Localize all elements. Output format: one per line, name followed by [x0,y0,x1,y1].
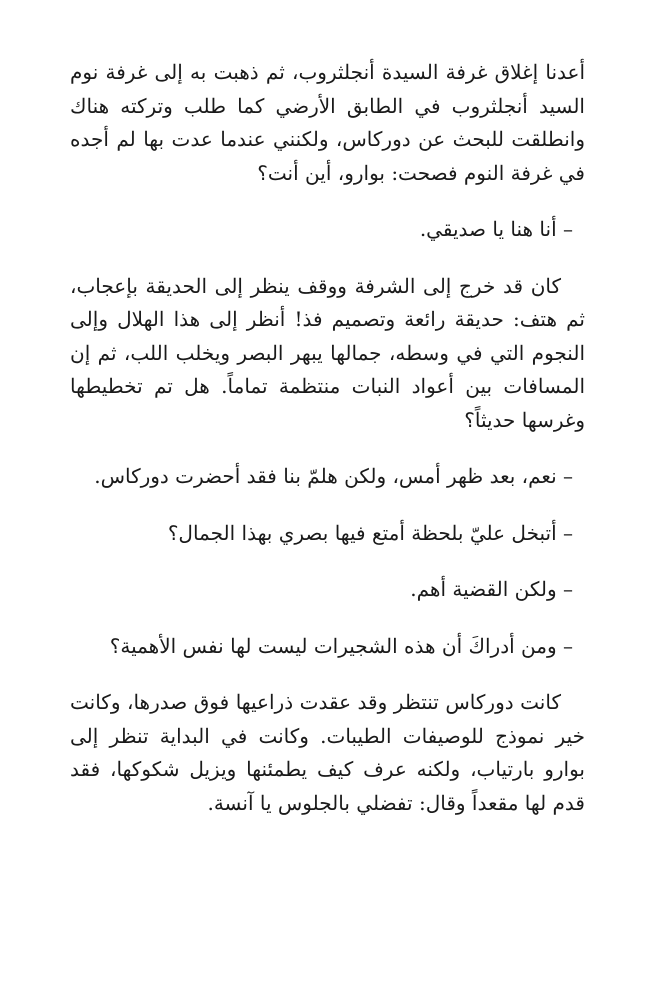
dialogue-line: – ولكن القضية أهم. [410,577,573,601]
dialogue-line: – أتبخل عليّ بلحظة أمتع فيها بصري بهذا الجمال؟ [167,520,573,545]
dialogue-line: – نعم، بعد ظهر أمس، ولكن هلمّ بنا فقد أحضرت دوركاس. [94,464,573,488]
narrative-paragraph: كانت دوركاس تنتظر وقد عقدت ذراعيها فوق صدرها، وكانت خير نموذج للوصيفات الطيبات. وكانت في البداية تنظر إلى بوارو بارتياب، ولكنه عرف كيف يطمئنها ويزيل شكوكها، فقد قدم لها مقعداً وقال: تفضلي بالجلوس يا آنسة. [70,690,585,815]
narrative-paragraph: أعدنا إغلاق غرفة السيدة أنجلثروب، ثم ذهبت به إلى غرفة نوم السيد أنجلثروب في الطابق الأرضي كما طلب وتركته هناك وانطلقت للبحث عن دوركاس، ولكنني عندما عدت بها لم أجده في غرفة النوم فصحت: بوارو، أين أنت؟ [70,60,585,185]
dialogue-line: – ومن أدراكَ أن هذه الشجيرات ليست لها نفس الأهمية؟ [109,633,573,658]
dialogue-line: – أنا هنا يا صديقي. [419,217,573,241]
book-page [70,56,585,820]
narrative-paragraph: كان قد خرج إلى الشرفة ووقف ينظر إلى الحديقة بإعجاب، ثم هتف: حديقة رائعة وتصميم فذ! أنظر إلى هذا الهلال وإلى النجوم التي في وسطه، جمالها يبهر البصر ويخلب اللب، ثم إن المسافات بين أعواد النبات منتظمة تماماً. هل تم تخطيطها وغرسها حديثاً؟ [70,273,585,432]
